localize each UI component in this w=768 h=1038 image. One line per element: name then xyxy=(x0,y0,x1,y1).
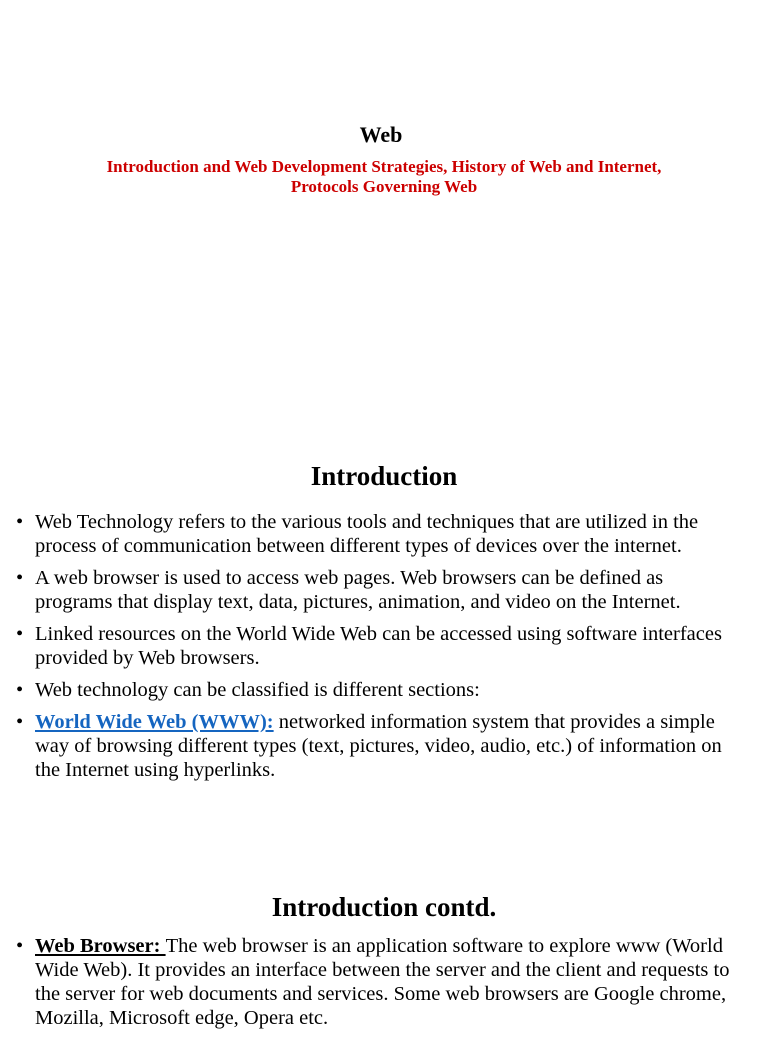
bullet-icon: • xyxy=(16,511,24,533)
bullet-text: Linked resources on the World Wide Web can be accessed using software interfaces provided by Web browsers. xyxy=(35,623,722,669)
list-item xyxy=(16,934,736,1030)
introduction-heading: Introduction xyxy=(310,461,458,491)
introduction-contd-slide xyxy=(0,860,768,1029)
list-item xyxy=(16,510,736,558)
list-item xyxy=(16,710,736,782)
slide-title: Web xyxy=(359,122,403,147)
slide-subtitle: Introduction and Web Development Strategies, History of Web and Internet, Protocols Governing Web xyxy=(106,157,662,196)
introduction-contd-bullet-list xyxy=(16,934,736,1038)
title-slide xyxy=(0,0,768,430)
bullet-icon: • xyxy=(16,679,24,701)
bullet-text: Web Technology refers to the various tools and techniques that are utilized in the process of communication between different types of devices over the internet. xyxy=(35,511,699,557)
bullet-icon: • xyxy=(16,935,24,957)
introduction-contd-heading: Introduction contd. xyxy=(271,892,497,922)
web-browser-term: Web Browser: xyxy=(35,935,166,957)
bullet-text: The web browser is an application software to explore www (World Wide Web). It provides an interface between the server and the client and requests to the server for web documents and services. Some web browsers are Google chrome, Mozilla, Microsoft edge, Opera etc. xyxy=(35,935,730,1029)
bullet-text: A web browser is used to access web pages. Web browsers can be defined as programs that display text, data, pictures, animation, and video on the Internet. xyxy=(35,567,681,613)
bullet-text: networked information system that provides a simple way of browsing different types (text, pictures, video, audio, etc.) of information on the Internet using hyperlinks. xyxy=(35,711,722,781)
list-item xyxy=(16,622,736,670)
list-item xyxy=(16,566,736,614)
bullet-text: Web technology can be classified is different sections: xyxy=(35,679,480,701)
www-link[interactable]: World Wide Web (WWW): xyxy=(35,711,274,733)
bullet-icon: • xyxy=(16,711,24,733)
bullet-icon: • xyxy=(16,623,24,645)
introduction-bullet-list xyxy=(16,510,736,790)
introduction-slide xyxy=(0,430,768,860)
list-item xyxy=(16,678,736,702)
bullet-icon: • xyxy=(16,567,24,589)
